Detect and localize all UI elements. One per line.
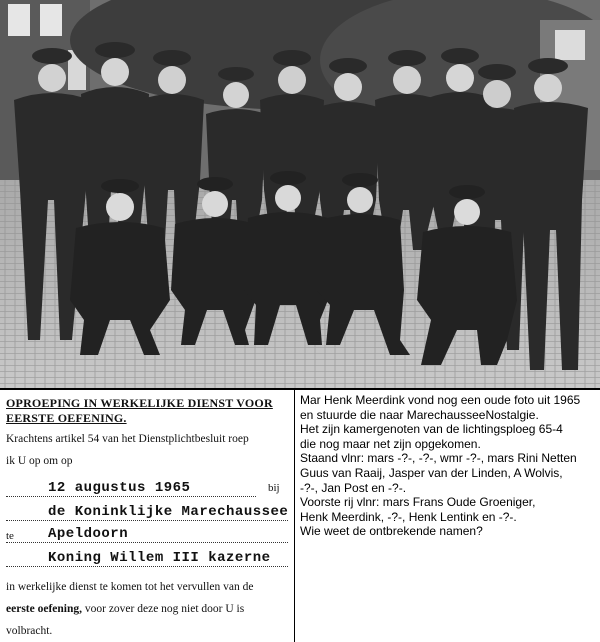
caption-line: Henk Meerdink, -?-, Henk Lentink en -?-.: [300, 509, 517, 524]
notice-line-3: in werkelijke dienst te komen tot het vervullen van de: [6, 581, 254, 593]
vertical-divider: [294, 390, 295, 642]
notice-line-4-rest: voor zover deze nog niet door U is: [82, 603, 245, 615]
notice-line-4: [6, 602, 244, 616]
caption-line: Wie weet de ontbrekende namen?: [300, 524, 483, 539]
notice-unit: de Koninklijke Marechaussee: [48, 504, 289, 520]
unit-dotted-line: [6, 520, 288, 521]
label-te: te: [6, 530, 14, 542]
caption-line: Het zijn kamergenoten van de lichtingsploeg 65-4: [300, 422, 563, 437]
label-bij: bij: [268, 482, 280, 494]
notice-line-5: volbracht.: [6, 625, 53, 637]
caption-line: en stuurde die naar MarechausseeNostalgie.: [300, 407, 539, 422]
notice-line-4-bold: eerste oefening,: [6, 603, 82, 615]
notice-barracks: Koning Willem III kazerne: [48, 550, 271, 566]
notice-date: 12 augustus 1965: [48, 480, 191, 496]
caption-line: -?-, Jan Post en -?-.: [300, 480, 407, 495]
notice-line-1: Krachtens artikel 54 van het Dienstplichtbesluit roep: [6, 433, 249, 445]
notice-line-2: ik U op om op: [6, 455, 73, 467]
date-dotted-line: [6, 496, 256, 497]
photo-caption: [300, 393, 598, 539]
place-dotted-line: [6, 542, 288, 543]
notice-heading: OPROEPING IN WERKELIJKE DIENST VOOR EERSTE OEFENING.: [6, 396, 273, 425]
caption-line: die nog maar net zijn opgekomen.: [300, 436, 481, 451]
caption-line: Staand vlnr: mars -?-, -?-, wmr -?-, mars Rini Netten: [300, 451, 577, 466]
call-up-notice: [0, 390, 294, 642]
caption-line: Voorste rij vlnr: mars Frans Oude Groeniger,: [300, 495, 536, 510]
caption-line: Guus van Raaij, Jasper van der Linden, A Wolvis,: [300, 465, 563, 480]
caption-line: Mar Henk Meerdink vond nog een oude foto uit 1965: [300, 393, 581, 407]
barracks-dotted-line: [6, 566, 288, 567]
notice-place: Apeldoorn: [48, 526, 129, 542]
